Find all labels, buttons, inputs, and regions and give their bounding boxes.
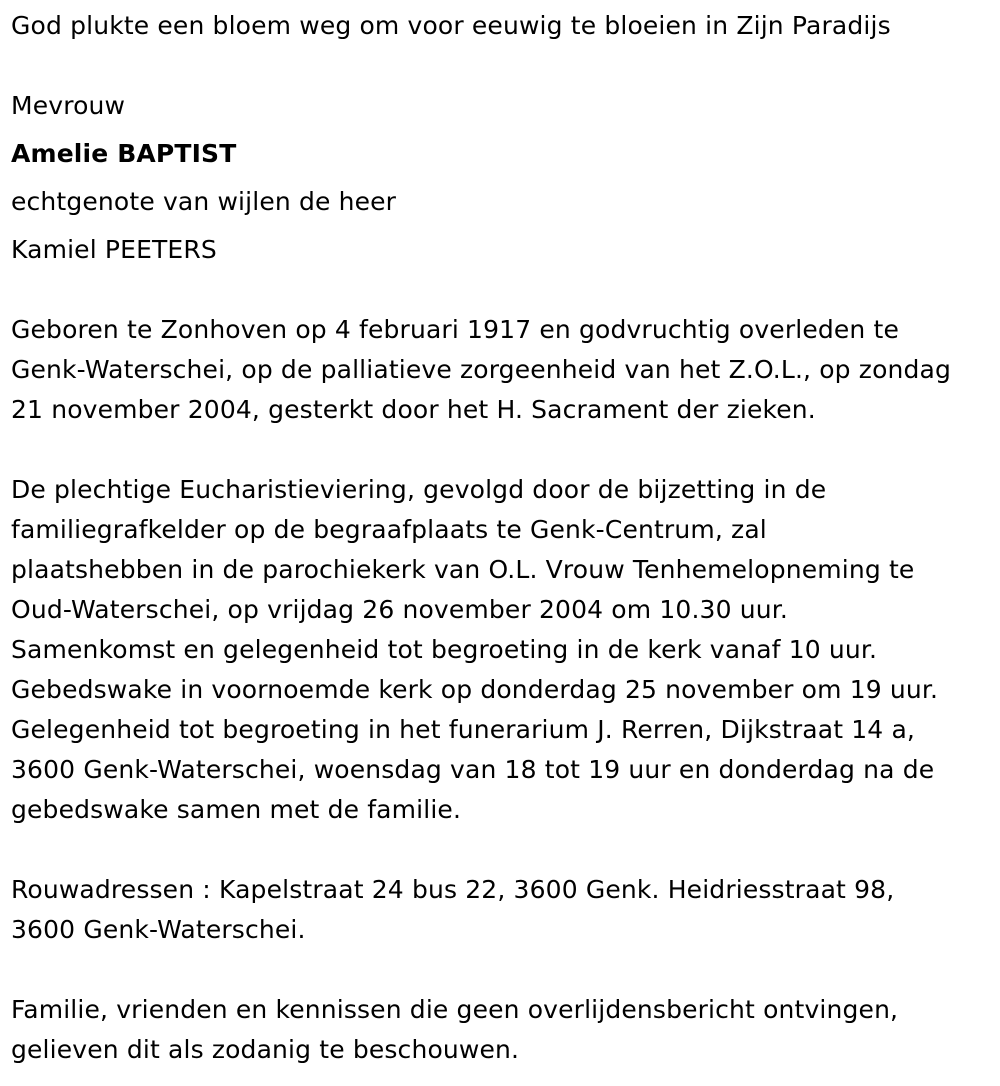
paragraph-line: Rouwadressen : Kapelstraat 24 bus 22, 3600 Genk. Heidriesstraat 98, [11,875,895,904]
paragraph-line: De plechtige Eucharistieviering, gevolgd door de bijzetting in de [11,475,827,504]
paragraph-line: 3600 Genk-Waterschei, woensdag van 18 tot 19 uur en donderdag na de [11,755,935,784]
paragraph-line: Gebedswake in voornoemde kerk op donderdag 25 november om 19 uur. [11,675,939,704]
paragraph-line: gebedswake samen met de familie. [11,795,462,824]
paragraph-line: Familie, vrienden en kennissen die geen overlijdensbericht ontvingen, [11,995,899,1024]
paragraph-line: 21 november 2004, gesterkt door het H. Sacrament der zieken. [11,395,816,424]
paragraph-line: plaatshebben in de parochiekerk van O.L. Vrouw Tenhemelopneming te [11,555,915,584]
paragraph-line: familiegrafkelder op de begraafplaats te Genk-Centrum, zal [11,515,767,544]
paragraph-line: Oud-Waterschei, op vrijdag 26 november 2004 om 10.30 uur. [11,595,788,624]
paragraph-line: Gelegenheid tot begroeting in het funerarium J. Rerren, Dijkstraat 14 a, [11,715,916,744]
paragraph-line: Genk-Waterschei, op de palliatieve zorgeenheid van het Z.O.L., op zondag [11,355,952,384]
spouse-name: Kamiel PEETERS [11,235,217,264]
paragraph-line: gelieven dit als zodanig te beschouwen. [11,1035,520,1064]
relation-text: echtgenote van wijlen de heer [11,187,397,216]
deceased-name: Amelie BAPTIST [11,139,237,168]
paragraph-line: Geboren te Zonhoven op 4 februari 1917 en godvruchtig overleden te [11,315,900,344]
intro-text: God plukte een bloem weg om voor eeuwig te bloeien in Zijn Paradijs [11,11,891,40]
paragraph-line: 3600 Genk-Waterschei. [11,915,306,944]
salutation: Mevrouw [11,91,126,120]
paragraph-line: Samenkomst en gelegenheid tot begroeting in de kerk vanaf 10 uur. [11,635,878,664]
